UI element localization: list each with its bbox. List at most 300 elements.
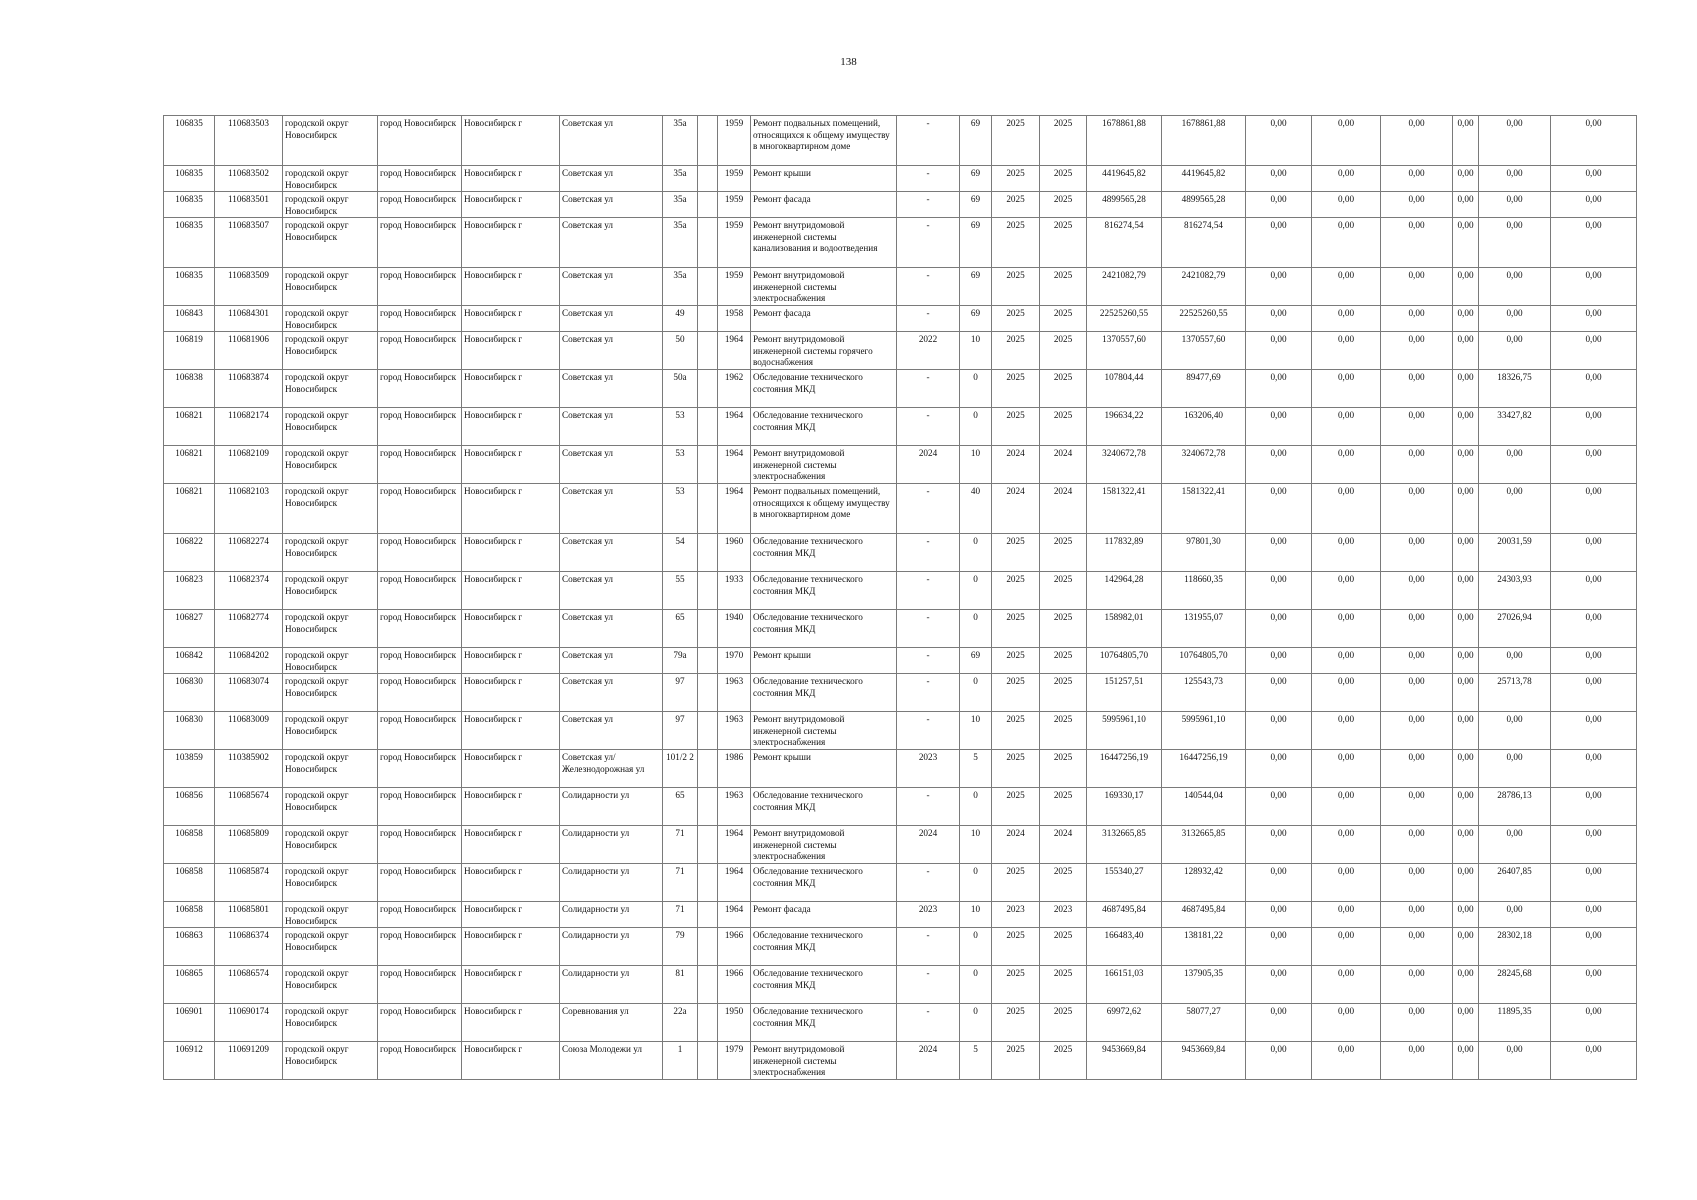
cell-municipal-district: городской округ Новосибирск: [283, 902, 378, 928]
cell-federal-funds: 0,00: [1246, 446, 1312, 484]
cell-federal-funds: 0,00: [1246, 902, 1312, 928]
cell-reserve-funds: 0,00: [1551, 712, 1637, 750]
cell-other-funds: 0,00: [1453, 572, 1479, 610]
table-row: [164, 332, 1637, 370]
cell-street: Советская ул: [560, 674, 663, 712]
cell-prev-repair-year: -: [897, 610, 960, 648]
cell-other-funds: 0,00: [1453, 534, 1479, 572]
cell-settlement: город Новосибирск: [378, 572, 462, 610]
cell-prev-repair-year: 2024: [897, 826, 960, 864]
cell-plan-year-end: 2025: [1040, 534, 1087, 572]
cell-work-type: Ремонт внутридомовой инженерной системы электроснабжения: [751, 1042, 897, 1080]
table-row: [164, 966, 1637, 1004]
cell-total-cost: 151257,51: [1087, 674, 1162, 712]
cell-house-number: 35а: [663, 268, 698, 306]
cell-municipal-funds: 0,00: [1381, 712, 1453, 750]
cell-regional-funds: 0,00: [1312, 826, 1381, 864]
cell-building-code: 110685809: [215, 826, 283, 864]
cell-building-code: 110683503: [215, 116, 283, 166]
cell-settlement: город Новосибирск: [378, 788, 462, 826]
cell-municipal-district: городской округ Новосибирск: [283, 192, 378, 218]
cell-plan-year-start: 2025: [992, 788, 1040, 826]
cell-prev-repair-year: -: [897, 712, 960, 750]
cell-plan-year-start: 2025: [992, 648, 1040, 674]
cell-building: [698, 928, 718, 966]
cell-other-funds: 0,00: [1453, 332, 1479, 370]
cell-plan-year-end: 2025: [1040, 268, 1087, 306]
cell-year-built: 1959: [718, 116, 751, 166]
cell-locality: Новосибирск г: [462, 218, 560, 268]
cell-locality: Новосибирск г: [462, 332, 560, 370]
cell-federal-funds: 0,00: [1246, 370, 1312, 408]
cell-owner-funds: 0,00: [1479, 712, 1551, 750]
cell-locality: Новосибирск г: [462, 408, 560, 446]
cell-fund-cost: 4687495,84: [1162, 902, 1246, 928]
cell-plan-year-start: 2025: [992, 192, 1040, 218]
cell-building: [698, 826, 718, 864]
table-row: [164, 218, 1637, 268]
cell-year-built: 1960: [718, 534, 751, 572]
cell-plan-year-start: 2024: [992, 446, 1040, 484]
cell-locality: Новосибирск г: [462, 750, 560, 788]
cell-reserve-funds: 0,00: [1551, 218, 1637, 268]
cell-building: [698, 572, 718, 610]
cell-work-type: Ремонт фасада: [751, 902, 897, 928]
cell-street: Советская ул: [560, 534, 663, 572]
cell-house-number: 35а: [663, 192, 698, 218]
cell-locality: Новосибирск г: [462, 166, 560, 192]
cell-locality: Новосибирск г: [462, 572, 560, 610]
cell-plan-year-end: 2025: [1040, 166, 1087, 192]
cell-row-id: 106819: [164, 332, 215, 370]
cell-street: Советская ул: [560, 332, 663, 370]
cell-building: [698, 116, 718, 166]
cell-building: [698, 166, 718, 192]
cell-plan-year-start: 2025: [992, 750, 1040, 788]
cell-building-code: 110682774: [215, 610, 283, 648]
cell-row-id: 103859: [164, 750, 215, 788]
cell-other-funds: 0,00: [1453, 408, 1479, 446]
cell-total-cost: 16447256,19: [1087, 750, 1162, 788]
cell-municipal-district: городской округ Новосибирск: [283, 966, 378, 1004]
cell-plan-year-start: 2024: [992, 826, 1040, 864]
cell-wear-percent: 69: [960, 218, 992, 268]
cell-federal-funds: 0,00: [1246, 610, 1312, 648]
cell-federal-funds: 0,00: [1246, 1004, 1312, 1042]
cell-plan-year-end: 2025: [1040, 306, 1087, 332]
cell-building-code: 110684202: [215, 648, 283, 674]
cell-plan-year-start: 2025: [992, 610, 1040, 648]
cell-plan-year-end: 2025: [1040, 788, 1087, 826]
cell-wear-percent: 10: [960, 332, 992, 370]
cell-federal-funds: 0,00: [1246, 116, 1312, 166]
cell-plan-year-end: 2025: [1040, 928, 1087, 966]
cell-municipal-funds: 0,00: [1381, 902, 1453, 928]
cell-locality: Новосибирск г: [462, 446, 560, 484]
table-row: [164, 484, 1637, 534]
cell-municipal-district: городской округ Новосибирск: [283, 788, 378, 826]
cell-municipal-district: городской округ Новосибирск: [283, 534, 378, 572]
cell-owner-funds: 0,00: [1479, 116, 1551, 166]
cell-locality: Новосибирск г: [462, 826, 560, 864]
cell-row-id: 106865: [164, 966, 215, 1004]
cell-year-built: 1964: [718, 332, 751, 370]
table-row: [164, 572, 1637, 610]
cell-municipal-district: городской округ Новосибирск: [283, 306, 378, 332]
cell-prev-repair-year: -: [897, 116, 960, 166]
table-row: [164, 750, 1637, 788]
cell-prev-repair-year: -: [897, 192, 960, 218]
cell-settlement: город Новосибирск: [378, 826, 462, 864]
cell-total-cost: 169330,17: [1087, 788, 1162, 826]
cell-total-cost: 69972,62: [1087, 1004, 1162, 1042]
cell-municipal-district: городской округ Новосибирск: [283, 610, 378, 648]
table-row: [164, 370, 1637, 408]
cell-wear-percent: 69: [960, 648, 992, 674]
cell-building: [698, 192, 718, 218]
cell-plan-year-start: 2024: [992, 484, 1040, 534]
cell-other-funds: 0,00: [1453, 1042, 1479, 1080]
cell-owner-funds: 0,00: [1479, 268, 1551, 306]
cell-locality: Новосибирск г: [462, 648, 560, 674]
table-row: [164, 826, 1637, 864]
cell-other-funds: 0,00: [1453, 192, 1479, 218]
cell-prev-repair-year: -: [897, 648, 960, 674]
cell-reserve-funds: 0,00: [1551, 928, 1637, 966]
cell-federal-funds: 0,00: [1246, 484, 1312, 534]
cell-municipal-funds: 0,00: [1381, 268, 1453, 306]
cell-row-id: 106838: [164, 370, 215, 408]
cell-row-id: 106858: [164, 902, 215, 928]
cell-plan-year-end: 2025: [1040, 572, 1087, 610]
cell-reserve-funds: 0,00: [1551, 610, 1637, 648]
cell-total-cost: 2421082,79: [1087, 268, 1162, 306]
cell-house-number: 79а: [663, 648, 698, 674]
table-row: [164, 446, 1637, 484]
cell-other-funds: 0,00: [1453, 864, 1479, 902]
cell-building-code: 110682274: [215, 534, 283, 572]
cell-fund-cost: 118660,35: [1162, 572, 1246, 610]
cell-owner-funds: 0,00: [1479, 484, 1551, 534]
cell-wear-percent: 69: [960, 306, 992, 332]
cell-work-type: Обследование технического состояния МКД: [751, 1004, 897, 1042]
cell-total-cost: 196634,22: [1087, 408, 1162, 446]
cell-house-number: 65: [663, 610, 698, 648]
cell-federal-funds: 0,00: [1246, 750, 1312, 788]
cell-prev-repair-year: 2024: [897, 446, 960, 484]
cell-fund-cost: 4419645,82: [1162, 166, 1246, 192]
cell-fund-cost: 1370557,60: [1162, 332, 1246, 370]
cell-owner-funds: 24303,93: [1479, 572, 1551, 610]
cell-work-type: Обследование технического состояния МКД: [751, 408, 897, 446]
cell-street: Советская ул: [560, 446, 663, 484]
cell-other-funds: 0,00: [1453, 750, 1479, 788]
cell-row-id: 106823: [164, 572, 215, 610]
cell-work-type: Обследование технического состояния МКД: [751, 674, 897, 712]
cell-house-number: 97: [663, 712, 698, 750]
cell-total-cost: 4899565,28: [1087, 192, 1162, 218]
cell-plan-year-end: 2025: [1040, 370, 1087, 408]
cell-building-code: 110685874: [215, 864, 283, 902]
cell-owner-funds: 0,00: [1479, 306, 1551, 332]
cell-work-type: Ремонт подвальных помещений, относящихся к общему имуществу в многоквартирном доме: [751, 116, 897, 166]
cell-settlement: город Новосибирск: [378, 750, 462, 788]
cell-wear-percent: 0: [960, 408, 992, 446]
cell-work-type: Обследование технического состояния МКД: [751, 534, 897, 572]
cell-owner-funds: 26407,85: [1479, 864, 1551, 902]
cell-regional-funds: 0,00: [1312, 370, 1381, 408]
cell-work-type: Ремонт внутридомовой инженерной системы канализования и водоотведения: [751, 218, 897, 268]
cell-plan-year-start: 2025: [992, 864, 1040, 902]
cell-building-code: 110385902: [215, 750, 283, 788]
cell-plan-year-start: 2025: [992, 674, 1040, 712]
cell-settlement: город Новосибирск: [378, 306, 462, 332]
cell-wear-percent: 5: [960, 1042, 992, 1080]
cell-plan-year-end: 2025: [1040, 750, 1087, 788]
cell-reserve-funds: 0,00: [1551, 268, 1637, 306]
cell-year-built: 1966: [718, 966, 751, 1004]
cell-other-funds: 0,00: [1453, 1004, 1479, 1042]
cell-row-id: 106835: [164, 192, 215, 218]
cell-row-id: 106835: [164, 116, 215, 166]
cell-settlement: город Новосибирск: [378, 446, 462, 484]
cell-prev-repair-year: -: [897, 306, 960, 332]
cell-row-id: 106858: [164, 864, 215, 902]
cell-other-funds: 0,00: [1453, 902, 1479, 928]
cell-prev-repair-year: 2024: [897, 1042, 960, 1080]
cell-owner-funds: 0,00: [1479, 902, 1551, 928]
cell-row-id: 106863: [164, 928, 215, 966]
cell-regional-funds: 0,00: [1312, 484, 1381, 534]
cell-plan-year-start: 2025: [992, 408, 1040, 446]
cell-regional-funds: 0,00: [1312, 534, 1381, 572]
page-number: 138: [840, 56, 857, 68]
cell-house-number: 22а: [663, 1004, 698, 1042]
cell-municipal-funds: 0,00: [1381, 484, 1453, 534]
cell-street: Союза Молодежи ул: [560, 1042, 663, 1080]
table-row: [164, 610, 1637, 648]
cell-building: [698, 648, 718, 674]
cell-fund-cost: 128932,42: [1162, 864, 1246, 902]
cell-municipal-district: городской округ Новосибирск: [283, 116, 378, 166]
cell-plan-year-start: 2025: [992, 1042, 1040, 1080]
cell-municipal-funds: 0,00: [1381, 116, 1453, 166]
cell-building-code: 110683501: [215, 192, 283, 218]
cell-building-code: 110683509: [215, 268, 283, 306]
cell-street: Солидарности ул: [560, 928, 663, 966]
cell-regional-funds: 0,00: [1312, 674, 1381, 712]
cell-work-type: Ремонт внутридомовой инженерной системы электроснабжения: [751, 446, 897, 484]
cell-building: [698, 408, 718, 446]
cell-fund-cost: 22525260,55: [1162, 306, 1246, 332]
cell-year-built: 1959: [718, 166, 751, 192]
cell-reserve-funds: 0,00: [1551, 864, 1637, 902]
cell-reserve-funds: 0,00: [1551, 1004, 1637, 1042]
cell-municipal-funds: 0,00: [1381, 1004, 1453, 1042]
cell-locality: Новосибирск г: [462, 370, 560, 408]
cell-regional-funds: 0,00: [1312, 610, 1381, 648]
cell-fund-cost: 163206,40: [1162, 408, 1246, 446]
cell-year-built: 1963: [718, 674, 751, 712]
cell-settlement: город Новосибирск: [378, 408, 462, 446]
cell-building: [698, 1004, 718, 1042]
table-row: [164, 1004, 1637, 1042]
cell-prev-repair-year: -: [897, 484, 960, 534]
cell-work-type: Обследование технического состояния МКД: [751, 928, 897, 966]
cell-prev-repair-year: 2023: [897, 750, 960, 788]
cell-reserve-funds: 0,00: [1551, 408, 1637, 446]
cell-locality: Новосибирск г: [462, 966, 560, 1004]
cell-row-id: 106835: [164, 166, 215, 192]
cell-street: Советская ул: [560, 572, 663, 610]
cell-street: Советская ул: [560, 192, 663, 218]
cell-plan-year-start: 2025: [992, 928, 1040, 966]
cell-building: [698, 750, 718, 788]
cell-total-cost: 107804,44: [1087, 370, 1162, 408]
cell-regional-funds: 0,00: [1312, 864, 1381, 902]
cell-federal-funds: 0,00: [1246, 166, 1312, 192]
cell-settlement: город Новосибирск: [378, 370, 462, 408]
cell-total-cost: 9453669,84: [1087, 1042, 1162, 1080]
cell-row-id: 106827: [164, 610, 215, 648]
cell-regional-funds: 0,00: [1312, 750, 1381, 788]
cell-regional-funds: 0,00: [1312, 572, 1381, 610]
cell-municipal-funds: 0,00: [1381, 674, 1453, 712]
table-row: [164, 864, 1637, 902]
cell-other-funds: 0,00: [1453, 166, 1479, 192]
cell-year-built: 1964: [718, 484, 751, 534]
cell-plan-year-end: 2025: [1040, 610, 1087, 648]
cell-municipal-funds: 0,00: [1381, 864, 1453, 902]
cell-house-number: 53: [663, 484, 698, 534]
cell-prev-repair-year: -: [897, 218, 960, 268]
cell-year-built: 1962: [718, 370, 751, 408]
table-row: [164, 166, 1637, 192]
cell-wear-percent: 0: [960, 966, 992, 1004]
cell-owner-funds: 33427,82: [1479, 408, 1551, 446]
cell-building-code: 110682109: [215, 446, 283, 484]
cell-building: [698, 332, 718, 370]
cell-street: Советская ул: [560, 610, 663, 648]
cell-street: Советская ул: [560, 268, 663, 306]
cell-building: [698, 1042, 718, 1080]
cell-other-funds: 0,00: [1453, 610, 1479, 648]
table-row: [164, 116, 1637, 166]
cell-wear-percent: 69: [960, 166, 992, 192]
cell-work-type: Обследование технического состояния МКД: [751, 610, 897, 648]
cell-work-type: Ремонт фасада: [751, 306, 897, 332]
cell-reserve-funds: 0,00: [1551, 648, 1637, 674]
cell-year-built: 1958: [718, 306, 751, 332]
cell-settlement: город Новосибирск: [378, 928, 462, 966]
cell-locality: Новосибирск г: [462, 484, 560, 534]
cell-federal-funds: 0,00: [1246, 268, 1312, 306]
cell-municipal-funds: 0,00: [1381, 1042, 1453, 1080]
cell-wear-percent: 0: [960, 572, 992, 610]
table-row: [164, 1042, 1637, 1080]
cell-other-funds: 0,00: [1453, 268, 1479, 306]
cell-prev-repair-year: 2022: [897, 332, 960, 370]
cell-house-number: 35а: [663, 116, 698, 166]
cell-house-number: 97: [663, 674, 698, 712]
cell-street: Советская ул: [560, 218, 663, 268]
cell-total-cost: 10764805,70: [1087, 648, 1162, 674]
cell-fund-cost: 97801,30: [1162, 534, 1246, 572]
cell-year-built: 1959: [718, 268, 751, 306]
cell-owner-funds: 0,00: [1479, 1042, 1551, 1080]
cell-settlement: город Новосибирск: [378, 610, 462, 648]
cell-fund-cost: 89477,69: [1162, 370, 1246, 408]
cell-wear-percent: 0: [960, 610, 992, 648]
cell-federal-funds: 0,00: [1246, 648, 1312, 674]
cell-owner-funds: 0,00: [1479, 648, 1551, 674]
cell-house-number: 50: [663, 332, 698, 370]
cell-plan-year-end: 2025: [1040, 408, 1087, 446]
cell-municipal-funds: 0,00: [1381, 826, 1453, 864]
cell-other-funds: 0,00: [1453, 826, 1479, 864]
cell-reserve-funds: 0,00: [1551, 534, 1637, 572]
cell-municipal-district: городской округ Новосибирск: [283, 484, 378, 534]
cell-reserve-funds: 0,00: [1551, 1042, 1637, 1080]
cell-building: [698, 306, 718, 332]
cell-fund-cost: 3240672,78: [1162, 446, 1246, 484]
cell-owner-funds: 11895,35: [1479, 1004, 1551, 1042]
cell-work-type: Ремонт крыши: [751, 166, 897, 192]
cell-house-number: 55: [663, 572, 698, 610]
cell-settlement: город Новосибирск: [378, 534, 462, 572]
cell-total-cost: 158982,01: [1087, 610, 1162, 648]
cell-prev-repair-year: -: [897, 928, 960, 966]
cell-plan-year-start: 2025: [992, 166, 1040, 192]
cell-municipal-district: городской округ Новосибирск: [283, 370, 378, 408]
cell-work-type: Обследование технического состояния МКД: [751, 370, 897, 408]
table-row: [164, 788, 1637, 826]
cell-row-id: 106822: [164, 534, 215, 572]
cell-plan-year-end: 2025: [1040, 1042, 1087, 1080]
cell-fund-cost: 137905,35: [1162, 966, 1246, 1004]
cell-building-code: 110682174: [215, 408, 283, 446]
cell-house-number: 65: [663, 788, 698, 826]
cell-year-built: 1933: [718, 572, 751, 610]
cell-federal-funds: 0,00: [1246, 332, 1312, 370]
cell-building-code: 110683507: [215, 218, 283, 268]
cell-fund-cost: 9453669,84: [1162, 1042, 1246, 1080]
cell-other-funds: 0,00: [1453, 484, 1479, 534]
cell-building-code: 110683009: [215, 712, 283, 750]
cell-regional-funds: 0,00: [1312, 116, 1381, 166]
cell-municipal-district: городской округ Новосибирск: [283, 1004, 378, 1042]
cell-plan-year-end: 2025: [1040, 864, 1087, 902]
cell-building-code: 110681906: [215, 332, 283, 370]
cell-work-type: Ремонт внутридомовой инженерной системы электроснабжения: [751, 268, 897, 306]
table-row: [164, 534, 1637, 572]
cell-building: [698, 610, 718, 648]
cell-municipal-district: городской округ Новосибирск: [283, 332, 378, 370]
cell-building-code: 110683074: [215, 674, 283, 712]
cell-wear-percent: 5: [960, 750, 992, 788]
cell-plan-year-end: 2025: [1040, 1004, 1087, 1042]
cell-total-cost: 1581322,41: [1087, 484, 1162, 534]
cell-municipal-funds: 0,00: [1381, 610, 1453, 648]
cell-plan-year-end: 2024: [1040, 484, 1087, 534]
cell-reserve-funds: 0,00: [1551, 166, 1637, 192]
cell-wear-percent: 0: [960, 1004, 992, 1042]
table-row: [164, 928, 1637, 966]
cell-municipal-district: городской округ Новосибирск: [283, 928, 378, 966]
cell-street: Солидарности ул: [560, 788, 663, 826]
cell-plan-year-start: 2025: [992, 332, 1040, 370]
cell-owner-funds: 27026,94: [1479, 610, 1551, 648]
